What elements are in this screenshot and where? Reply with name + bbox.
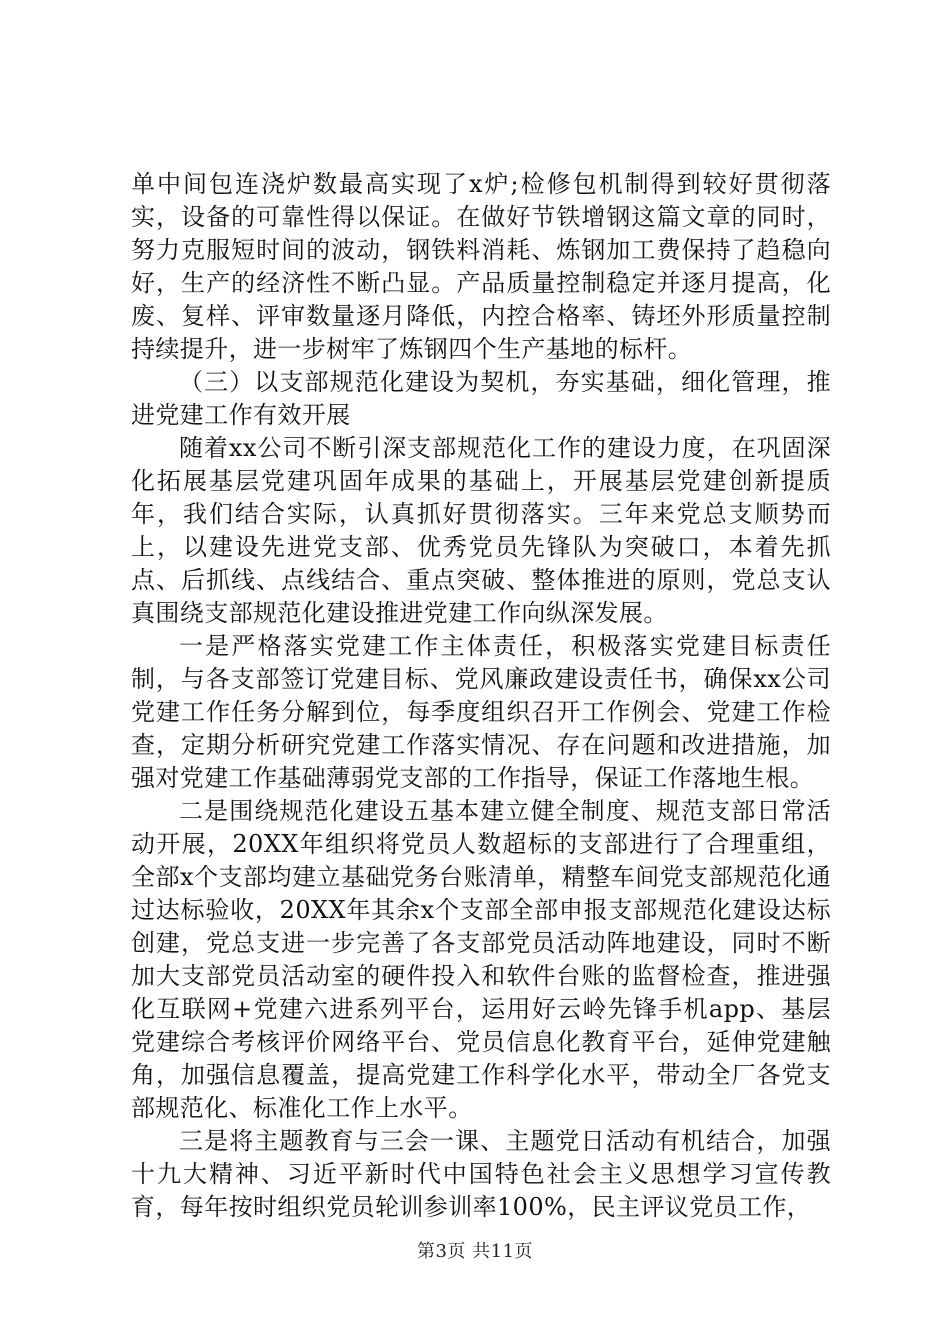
page-number-footer: 第3页 共11页 [416, 1241, 534, 1262]
document-body [131, 168, 831, 1224]
paragraph-intro: 随着xx公司不断引深支部规范化工作的建设力度，在巩固深化拓展基层党建巩固年成果的基础上，开展基层党建创新提质年，我们结合实际，认真抓好贯彻落实。三年来党总支顺势而上，以建设先进党支部、优秀党员先锋队为突破口，本着先抓点、后抓线、点线结合、重点突破、整体推进的原则，党总支认真围绕支部规范化建设推进党建工作向纵深发展。 [131, 434, 831, 627]
paragraph-point-one: 一是严格落实党建工作主体责任，积极落实党建目标责任制，与各支部签订党建目标、党风廉政建设责任书，确保xx公司党建工作任务分解到位，每季度组织召开工作例会、党建工作检查，定期分析研究党建工作落实情况、存在问题和改进措施，加强对党建工作基础薄弱党支部的工作指导，保证工作落地生根。 [131, 632, 831, 792]
paragraph-point-two: 二是围绕规范化建设五基本建立健全制度、规范支部日常活动开展，20XX年组织将党员人数超标的支部进行了合理重组，全部x个支部均建立基础党务台账清单，精整车间党支部规范化通过达标验收，20XX年其余x个支部全部申报支部规范化建设达标创建，党总支进一步完善了各支部党员活动阵地建设，同时不断加大支部党员活动室的硬件投入和软件台账的监督检查，推进强化互联网+党建六进系列平台，运用好云岭先锋手机app、基层党建综合考核评价网络平台、党员信息化教育平台，延伸党建触角，加强信息覆盖，提高党建工作科学化水平，带动全厂各党支部规范化、标准化工作上水平。 [131, 797, 831, 1122]
paragraph-continuation: 单中间包连浇炉数最高实现了x炉;检修包机制得到较好贯彻落实，设备的可靠性得以保证。在做好节铁增钢这篇文章的同时，努力克服短时间的波动，钢铁料消耗、炼钢加工费保持了趋稳向好，生产的经济性不断凸显。产品质量控制稳定并逐月提高，化废、复样、评审数量逐月降低，内控合格率、铸坯外形质量控制持续提升，进一步树牢了炼钢四个生产基地的标杆。 [131, 170, 831, 363]
paragraph-point-three: 三是将主题教育与三会一课、主题党日活动有机结合，加强十九大精神、习近平新时代中国特色社会主义思想学习宣传教育，每年按时组织党员轮训参训率100%，民主评议党员工作， [131, 1127, 831, 1221]
section-heading: （三）以支部规范化建设为契机，夯实基础，细化管理，推进党建工作有效开展 [131, 368, 831, 429]
